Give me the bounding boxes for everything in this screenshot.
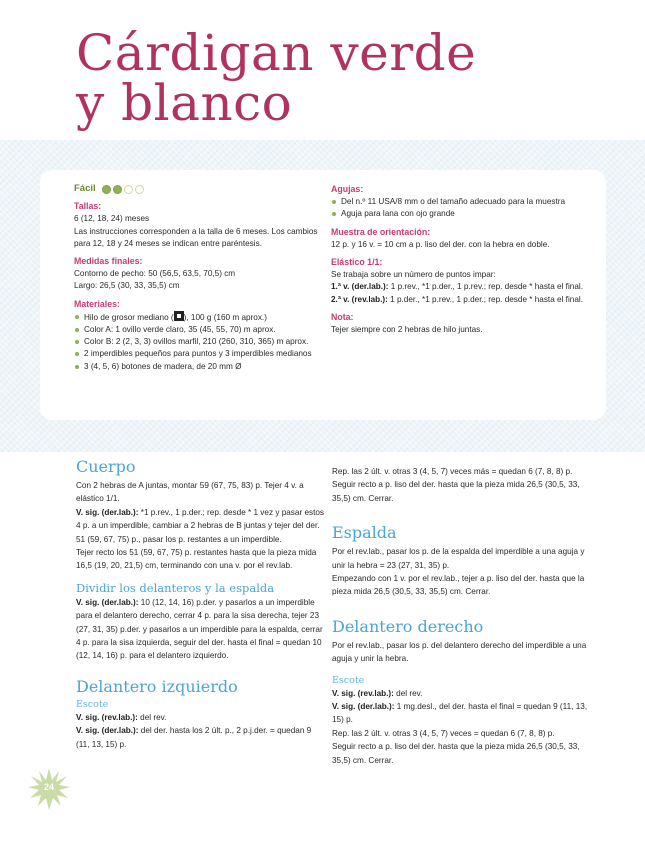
delantero-izq-l2 [76,724,326,751]
difficulty-dot-empty-icon [124,185,133,194]
subheading-escote: Escote [332,674,365,686]
note-heading: Nota: [331,311,354,322]
needles-list [331,196,591,220]
cont-p1: Rep. las 2 últ. v. otras 3 (4, 5, 7) veces más = quedan 6 (7, 8, 8) p. [332,467,573,476]
subheading-escote: Escote [76,698,109,710]
note-text: Tejer siempre con 2 hebras de hilo juntas. [331,325,483,335]
delantero-izq-l1 [76,711,326,724]
measurements-heading: Medidas finales: [74,256,143,267]
delantero-der-p1: Por el rev.lab., pasar los p. del delantero derecho del imperdible a una aguja y unir la hebra. [332,640,587,664]
dividir-p1 [76,596,326,663]
gauge-heading: Muestra de orientación: [331,226,431,237]
page-number-badge [28,768,70,810]
materials-item [74,311,336,324]
difficulty-dot-filled-icon [102,185,111,194]
difficulty-rating [74,183,336,195]
section-heading-dividir: Dividir los delanteros y la espalda [76,580,275,595]
rib-row-2 [331,294,591,306]
delantero-der-l1 [332,687,594,700]
row-label: V. sig. (rev.lab.): [332,688,394,698]
measurement-chest: Contorno de pecho: 50 (56,5, 63,5, 70,5) cm [74,269,236,279]
cont-p2: Seguir recto a p. liso del der. hasta que la pieza mida 26,5 (30,5, 33, 35,5) cm. Cerrar. [332,480,580,503]
rib-row-1-text: 1 p.rev., *1 p.der., 1 p.rev.; rep. desde * hasta el final. [388,282,583,292]
title-line-2: y blanco [76,74,293,132]
row-text: del rev. [393,688,423,698]
instructions-column-left [76,457,326,751]
delantero-der-l3: Rep. las 2 últ. v. otras 3 (4, 5, 7) veces = quedan 6 (7, 8, 8) p. [332,728,555,738]
cuerpo-p1: Con 2 hebras de A juntas, montar 59 (67, 75, 83) p. Tejer 4 v. a elástico 1/1. [76,481,304,504]
rib-row-2-label: 2.ª v. (rev.lab.): [331,294,388,304]
section-heading-delantero-izquierdo: Delantero izquierdo [76,676,238,696]
section-heading-espalda: Espalda [332,523,397,543]
yarn-weight-icon [174,311,184,321]
materials-item: 2 imperdibles pequeños para puntos y 3 imperdibles medianos [74,348,336,360]
espalda-p1: Por el rev.lab., pasar los p. de la espalda del imperdible a una aguja y unir la hebra = 23 (27, 31, 35) p. [332,547,585,570]
difficulty-dot-empty-icon [135,185,144,194]
pattern-info-box [40,170,606,420]
delantero-der-l2 [332,700,594,727]
cuerpo-p2 [76,506,326,546]
title-line-1: Cárdigan verde [76,24,477,82]
rib-heading: Elástico 1/1: [331,257,383,268]
row-text: del rev. [137,712,167,722]
page-title [76,24,477,132]
row-label: V. sig. (der.lab.): [76,726,139,736]
row-text: del der. hasta los 2 últ. p., 2 p.j.der. = quedan 9 (11, 13, 15) p. [76,726,312,749]
section-heading-cuerpo: Cuerpo [76,457,136,476]
difficulty-label: Fácil [74,183,96,194]
info-column-right [331,183,591,336]
materials-item: Color B: 2 (2, 3, 3) ovillos marfil, 210 (260, 310, 365) m aprox. [74,336,336,348]
row-text: *1 p.rev., 1 p.der.; rep. desde * 1 vez y pasar estos 4 p. a un imperdible, cambiar a 2 hebras de B juntas y tejer del der. 51 (59, 67, 75) p., pasar los p. restantes a un imperdible. [76,507,325,544]
gauge-text: 12 p. y 16 v. = 10 cm a p. liso del der. con la hebra en doble. [331,239,550,249]
sizes-heading: Tallas: [74,201,102,212]
row-label: V. sig. (der.lab.): [76,597,139,607]
row-label: V. sig. (rev.lab.): [76,712,138,722]
materials-list [74,311,336,373]
section-heading-delantero-derecho: Delantero derecho [332,616,484,636]
cuerpo-p3: Tejer recto los 51 (59, 67, 75) p. restantes hasta que la pieza mida 16,5 (19, 20, 21,5) cm, terminando con una v. por el rev.lab. [76,548,317,571]
materials-item-text: ), 100 g (160 m aprox.) [183,312,267,322]
sizes-note: Las instrucciones corresponden a la talla de 6 meses. Los cambios para 12, 18 y 24 meses se indican entre paréntesis. [74,226,318,248]
rib-intro: Se trabaja sobre un número de puntos impar: [331,270,496,280]
page-number: 24 [43,782,54,792]
instructions-column-right [332,457,594,767]
rib-row-1 [331,281,591,293]
needles-item: Del n.º 11 USA/8 mm o del tamaño adecuado para la muestra [331,196,591,208]
materials-item-text: Hilo de grosor mediano ( [84,312,174,322]
row-text: 10 (12, 14, 16) p.der. y pasarlos a un imperdible para el delantero derecho, cerrar 4 p. para la sisa derecha, tejer 23 (27, 31, 35) p.der. y pasarlos a un imperdible para la espalda, cerrar 4 p. para la sisa izquierda, seguir del der. hasta el final = quedan 10 (12, 14, 16) p. para el delantero izquierdo. [76,597,323,661]
row-label: V. sig. (der.lab.): [76,507,139,517]
materials-item: 3 (4, 5, 6) botones de madera, de 20 mm Ø [74,361,336,373]
row-label: V. sig. (der.lab.): [332,702,395,712]
measurement-length: Largo: 26,5 (30, 33, 35,5) cm [74,281,180,291]
row-text: 1 mg.desl., del der. hasta el final = quedan 9 (11, 13, 15) p. [332,702,588,725]
difficulty-dot-filled-icon [113,185,122,194]
difficulty-dots-icon [102,185,144,194]
delantero-der-l4: Seguir recto a p. liso del der. hasta que la pieza mida 26,5 (30,5, 33, 35,5) cm. Cerrar. [332,742,580,765]
rib-row-1-label: 1.ª v. (der.lab.): [331,282,389,292]
rib-row-2-text: 1 p.der., *1 p.rev., 1 p.der.; rep. desde * hasta el final. [387,294,583,304]
sizes-line: 6 (12, 18, 24) meses [74,214,150,224]
materials-item: Color A: 1 ovillo verde claro, 35 (45, 55, 70) m aprox. [74,324,336,336]
espalda-p2: Empezando con 1 v. por el rev.lab., tejer a p. liso del der. hasta que la pieza mida 26,5 (30,5, 33, 35,5) cm. Cerrar. [332,574,585,597]
info-column-left [74,183,336,373]
needles-heading: Agujas: [331,184,364,194]
needles-item: Aguja para lana con ojo grande [331,208,591,220]
materials-heading: Materiales: [74,298,120,309]
